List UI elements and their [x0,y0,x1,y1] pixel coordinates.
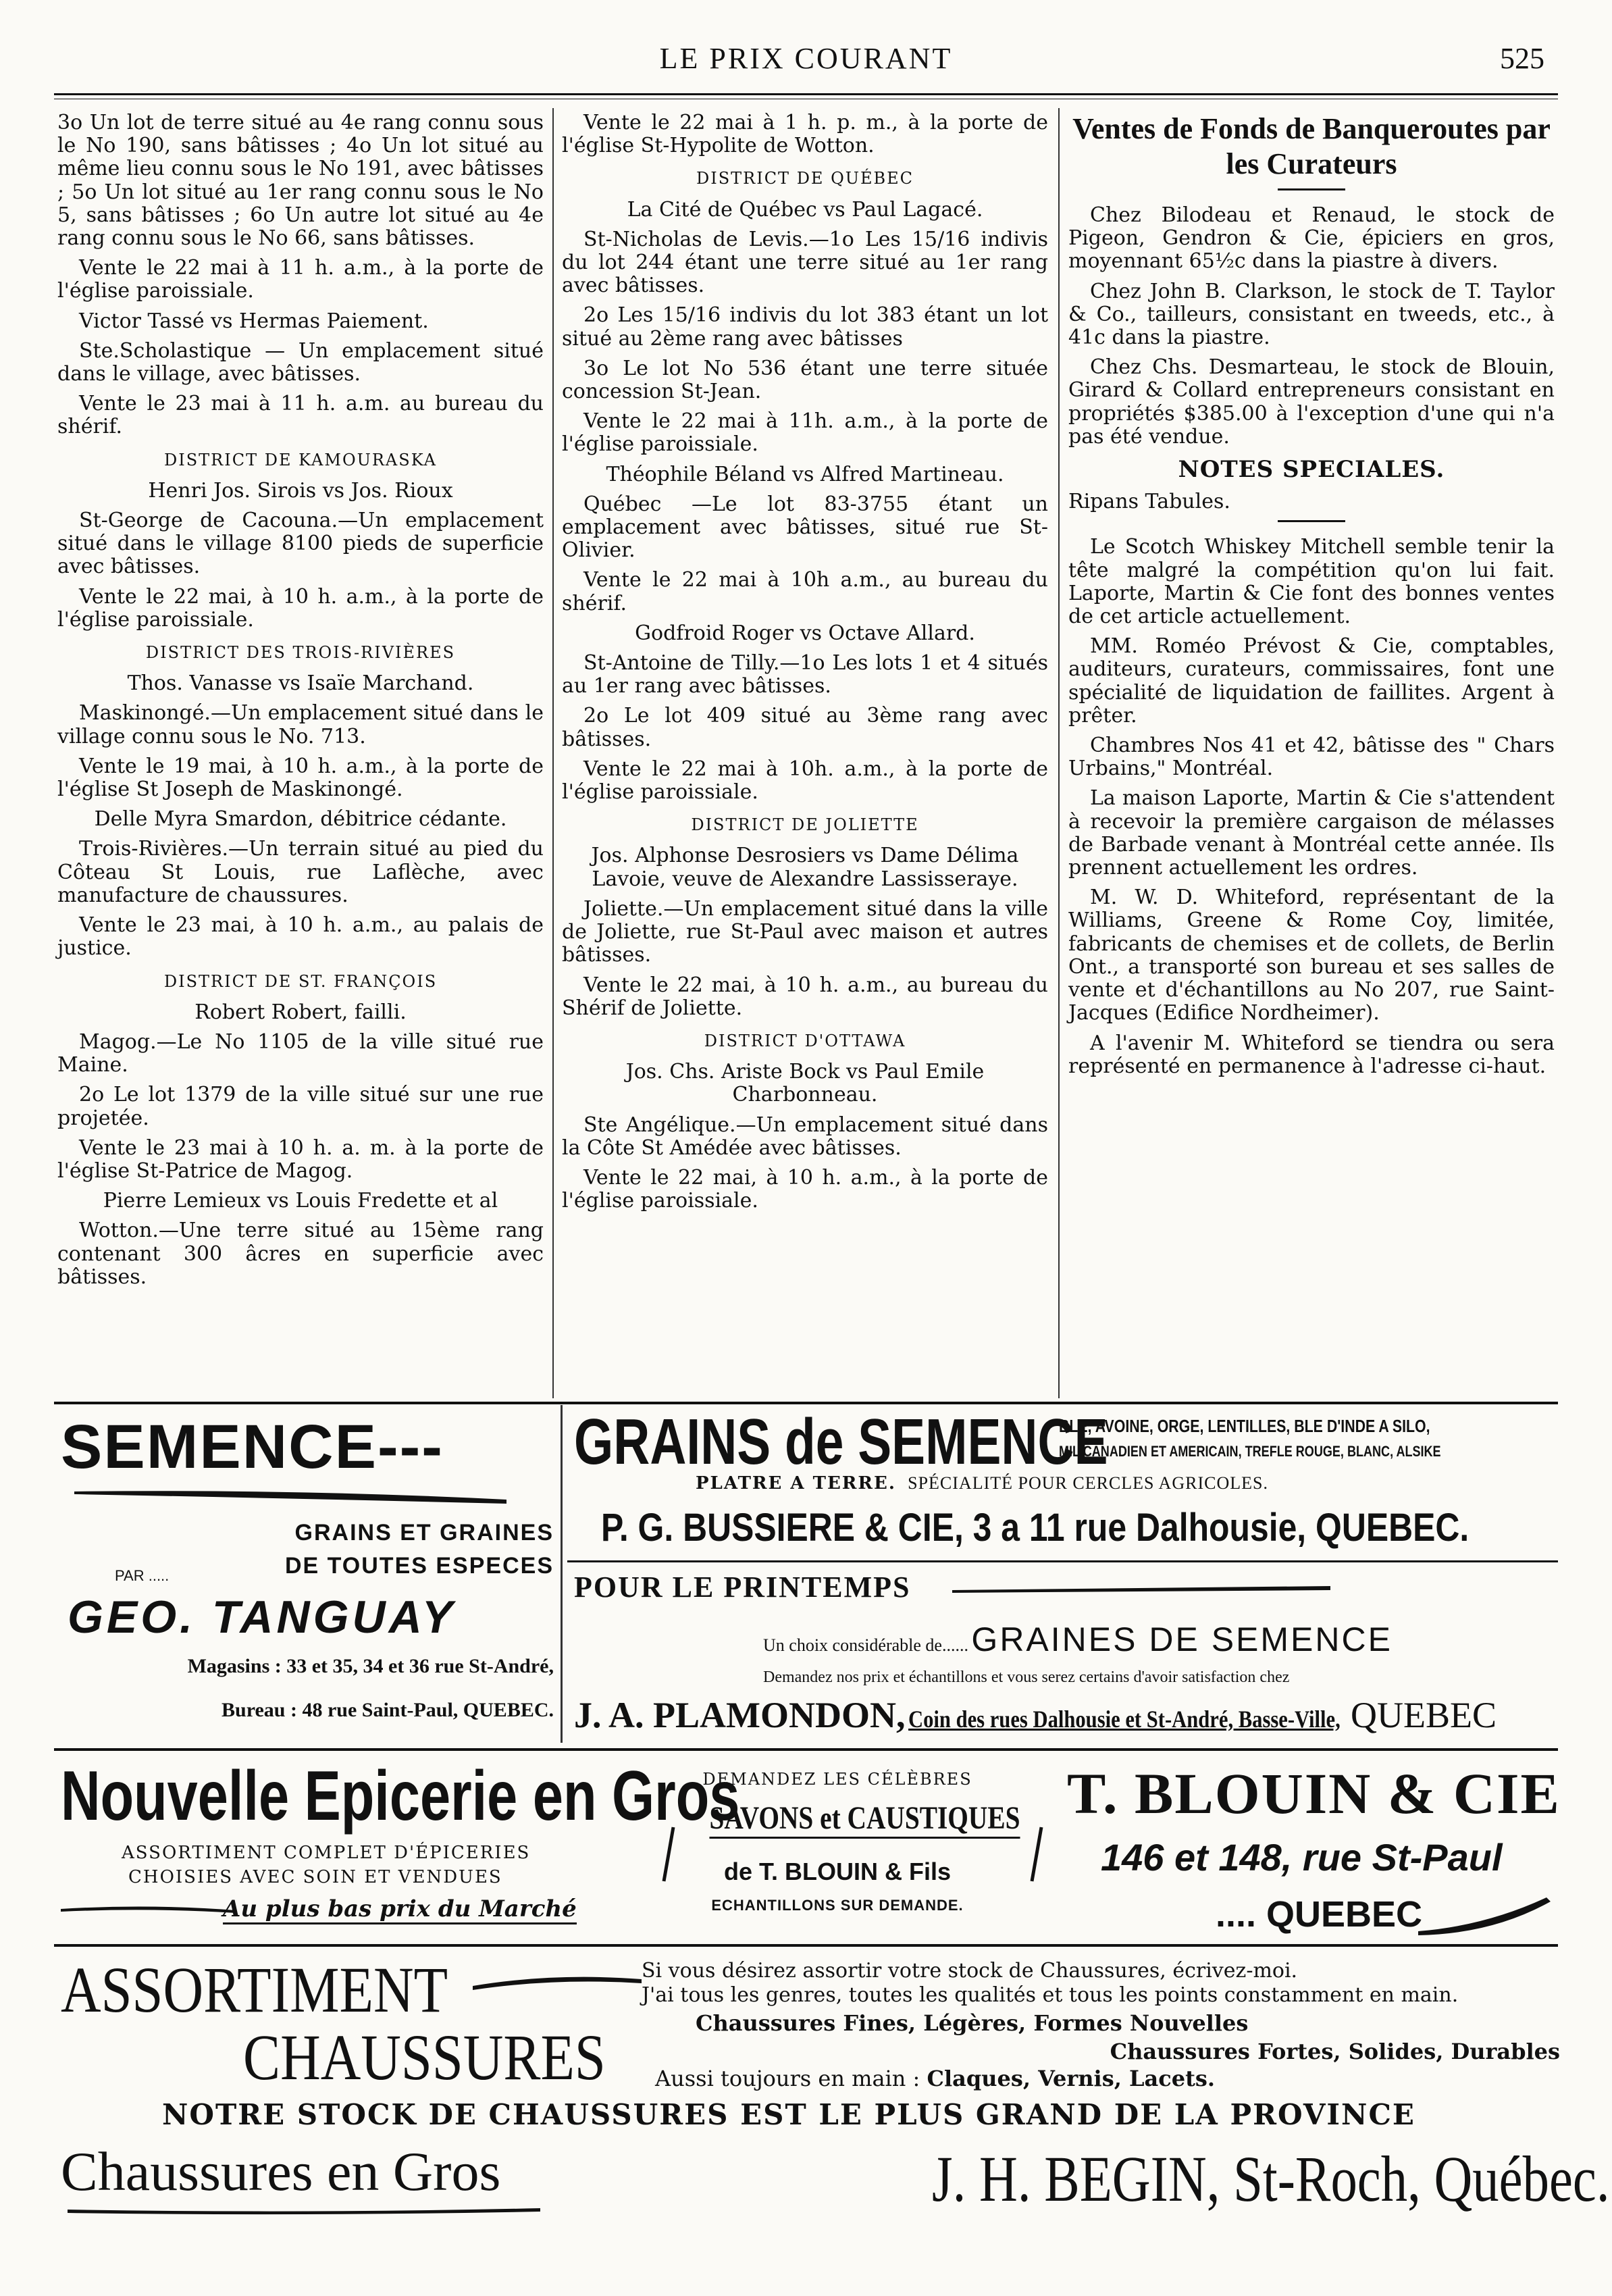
printemps-firm: J. A. PLAMONDON, [574,1695,906,1735]
epicerie-title: Nouvelle Epicerie en Gros [61,1757,740,1835]
blouin-ad [1054,1760,1561,1942]
paragraph: Trois-Rivières.—Un terrain situé au pied du Côteau St Louis, rue Laflèche, avec manufacture de chaussures. [57,837,544,907]
district-heading: DISTRICT DE QUÉBEC [696,169,914,188]
paragraph: Vente le 23 mai, à 10 h. a.m., au palais de justice. [57,913,544,961]
ads-rule [54,1748,1558,1751]
chaussures-t1: Si vous désirez assortir votre stock de Chaussures, écrivez-moi. [642,1959,1298,1983]
paragraph: Vente le 22 mai à 10h a.m., au bureau du shérif. [562,568,1048,615]
district-heading: DISTRICT DE KAMOURASKA [163,450,437,469]
printemps-title: POUR LE PRINTEMPS [574,1571,911,1604]
separator-dash [1278,188,1345,190]
paragraph: 2o Les 15/16 indivis du lot 383 étant un lot situé au 2ème rang avec bâtisses [562,303,1048,351]
paragraph: Vente le 22 mai à 11h. a.m., à la porte de l'église paroissiale. [562,409,1048,457]
grains-side2: MIL CANADIEN ET AMERICAIN, TREFLE ROUGE, BLANC, ALSIKE [1059,1443,1441,1460]
section-heading: NOTES SPECIALES. [1178,456,1445,484]
printemps-graines: GRAINES DE SEMENCE [971,1621,1393,1658]
paragraph: La maison Laporte, Martin & Cie s'attendent à recevoir la première cargaison de mélasses de Barbade venant à Montréal cette année. Ils prennent actuellement les ordres. [1068,786,1555,880]
swash-decoration [952,1585,1330,1598]
page-title: LE PRIX COURANT [659,42,953,75]
paragraph: St-Antoine de Tilly.—1o Les lots 1 et 4 situés au 1er rang avec bâtisses. [562,651,1048,698]
paragraph: Vente le 23 mai à 10 h. a. m. à la porte de l'église St-Patrice de Magog. [57,1136,544,1183]
case-title: Delle Myra Smardon, débitrice cédante. [94,807,507,832]
paragraph: Joliette.—Un emplacement situé dans la ville de Joliette, rue St-Paul avec maison et autres bâtisses. [562,896,1048,967]
printemps-ad [574,1567,1557,1743]
chaussures-t5a: Aussi toujours en main : [655,2066,920,2091]
savons-echant: ECHANTILLONS SUR DEMANDE. [711,1897,964,1914]
savons-demandez: DEMANDEZ LES CÉLÈBRES [702,1770,972,1789]
case-title: Henri Jos. Sirois vs Jos. Rioux [148,478,453,503]
blouin-city: .... QUEBEC [1216,1894,1423,1935]
paragraph: 2o Le lot 1379 de la ville situé sur une rue projetée. [57,1083,544,1130]
paragraph: Maskinongé.—Un emplacement situé dans le village connu sous le No. 713. [57,701,544,748]
semence-magasins: Magasins : 33 et 35, 34 et 36 rue St-André, [187,1655,554,1677]
savons-ad [675,1770,1020,1939]
paragraph: Chez John B. Clarkson, le stock de T. Taylor & Co., tailleurs, consistant en tweeds, etc., à 41c dans la piastre. [1068,279,1555,350]
chaussures-title: CHAUSSURES [243,2021,606,2093]
column-2 [562,111,1048,1219]
chaussures-t4: Chaussures Fortes, Solides, Durables [1110,2039,1560,2064]
savons-firm: de T. BLOUIN & Fils [723,1858,952,1885]
bracket-mark [1026,1824,1047,1885]
paragraph: 2o Le lot 409 situé au 3ème rang avec bâtisses. [562,704,1048,751]
epicerie-line3: Au plus bas prix du Marché [223,1895,577,1924]
paragraph: 3o Un lot de terre situé au 4e rang connu sous le No 190, sans bâtisses ; 4o Un lot situé au même lieu connu sous le No 191, avec bâtisses ; 5o Un lot situé au 1er rang connu sous le No 5, sans bâtisses ; 6o Un autre lot situé au 4e rang connu sous le No 66, sans bâtisses. [57,111,544,251]
grains-title: GRAINS de SEMENCE [574,1406,1108,1478]
case-title: Jos. Alphonse Desrosiers vs Dame Délima Lavoie, veuve de Alexandre Lassisseraye. [591,844,1019,891]
case-title: Robert Robert, failli. [194,1000,407,1024]
district-heading: DISTRICT DES TROIS-RIVIÈRES [145,643,456,663]
chaussures-t2: J'ai tous les genres, toutes les qualités et tous les points constamment en main. [642,1983,1459,2007]
case-title: Théophile Béland vs Alfred Martineau. [606,462,1004,486]
header-rule [54,93,1558,95]
case-title: Thos. Vanasse vs Isaïe Marchand. [127,671,474,696]
paragraph: Québec —Le lot 83-3755 étant un emplacement avec bâtisses, situé rue St-Olivier. [562,492,1048,563]
column-divider [1058,108,1060,1398]
blouin-title: T. BLOUIN & CIE [1067,1761,1561,1826]
paragraph: 3o Le lot No 536 étant une terre située concession St-Jean. [562,356,1048,404]
epicerie-line2: CHOISIES AVEC SOIN ET VENDUES [128,1867,502,1887]
paragraph: M. W. D. Whiteford, représentant de la Williams, Greene & Rome Coy, limitée, fabricants de chemises et de collets, de Berlin Ont., a transporté son bureau et ses salles de vente et d'échantillons au No 207, rue Saint-Jacques (Edifice Nordheimer). [1068,886,1555,1025]
column-3 [1068,111,1555,1085]
printemps-city: QUEBEC [1351,1695,1497,1735]
paragraph: Vente le 22 mai à 10h. a.m., à la porte de l'église paroissiale. [562,757,1048,805]
bracket-mark [658,1824,679,1885]
grains-specialite: SPÉCIALITÉ POUR CERCLES AGRICOLES. [908,1473,1268,1493]
paragraph: Vente le 22 mai à 11 h. a.m., à la porte de l'église paroissiale. [57,256,544,303]
column-divider [552,108,554,1398]
paragraph: Chez Chs. Desmarteau, le stock de Blouin, Girard & Collard entrepreneurs consistant en propriétés $385.00 à l'exception d'une qui n'a pas été vendue. [1068,355,1555,449]
chaussures-assort: ASSORTIMENT [61,1954,448,2026]
paragraph: MM. Roméo Prévost & Cie, comptables, auditeurs, curateurs, commissaires, font une spécialité de liquidation de faillites. Argent à prêter. [1068,634,1555,728]
grains-firm: P. G. BUSSIERE & CIE, 3 a 11 rue Dalhousie, QUEBEC. [601,1506,1470,1550]
paragraph: Vente le 22 mai à 1 h. p. m., à la porte de l'église St-Hypolite de Wotton. [562,111,1048,158]
printemps-choix: Un choix considérable de...... [763,1635,968,1655]
chaussures-t5b: Claques, Vernis, Lacets. [927,2066,1215,2091]
paragraph: St-Nicholas de Levis.—1o Les 15/16 indivis du lot 244 étant une terre situé au 1er rang avec bâtisses. [562,227,1048,298]
case-title: Pierre Lemieux vs Louis Fredette et al [103,1189,498,1213]
district-heading: DISTRICT DE ST. FRANÇOIS [163,971,438,991]
swash-decoration [68,2205,540,2219]
chaussures-begin: J. H. BEGIN, St-Roch, Québec. [932,2143,1610,2215]
paragraph: Ste.Scholastique — Un emplacement situé dans le village, avec bâtisses. [57,338,544,386]
paragraph: Vente le 19 mai, à 10 h. a.m., à la porte de l'église St Joseph de Maskinongé. [57,754,544,802]
grains-platre: PLATRE A TERRE. [696,1473,896,1494]
epicerie-line1: ASSORTIMENT COMPLET D'ÉPICERIES [122,1843,531,1863]
column-1 [57,111,544,1296]
semence-par: PAR ..... [115,1567,170,1584]
swash-decoration [74,1485,506,1505]
semence-bureau: Bureau : 48 rue Saint-Paul, QUEBEC. [222,1699,554,1721]
case-title: Godfroid Roger vs Octave Allard. [635,621,975,645]
paragraph: Ripans Tabules. [1068,490,1230,514]
paragraph: Wotton.—Une terre situé au 15ème rang contenant 300 âcres en superficie avec bâtisses. [57,1219,544,1289]
blouin-addr: 146 et 148, rue St-Paul [1101,1836,1503,1879]
swash-decoration [473,1966,648,1999]
district-heading: DISTRICT D'OTTAWA [704,1031,906,1050]
district-heading: DISTRICT DE JOLIETTE [691,815,919,835]
chaussures-gros: Chaussures en Gros [61,2141,501,2202]
case-title: Jos. Chs. Ariste Bock vs Paul Emile Charbonneau. [625,1060,985,1107]
paragraph: Le Scotch Whiskey Mitchell semble tenir la tête malgré la compétition qu'on lui fait. Laporte, Martin & Cie font des bonnes ventes de cet article actuellement. [1068,535,1555,629]
chaussures-ad [61,1952,1610,2270]
paragraph: Victor Tassé vs Hermas Paiement. [79,309,429,333]
semence-line1: GRAINS ET GRAINES [294,1520,554,1546]
grains-side1: BLE, AVOINE, ORGE, LENTILLES, BLE D'INDE A SILO, [1059,1416,1430,1436]
ad-rule [567,1560,1558,1562]
paragraph: Vente le 23 mai à 11 h. a.m. au bureau du shérif. [57,392,544,439]
separator-dash [1278,520,1345,522]
chaussures-stock: NOTRE STOCK DE CHAUSSURES EST LE PLUS GRAND DE LA PROVINCE [162,2098,1415,2131]
printemps-demandez: Demandez nos prix et échantillons et vous serez certains d'avoir satisfaction chez [763,1668,1290,1686]
ads-rule [54,1944,1558,1947]
paragraph: A l'avenir M. Whiteford se tiendra ou sera représenté en permanence à l'adresse ci-haut. [1068,1031,1555,1078]
page-number: 525 [1500,42,1544,75]
ads-top-rule [54,1402,1558,1404]
semence-line2: DE TOUTES ESPECES [284,1553,554,1579]
semence-name: GEO. TANGUAY [68,1591,457,1643]
printemps-coin: Coin des rues Dalhousie et St-André, Basse-Ville, [908,1706,1341,1733]
page-header [54,37,1558,78]
paragraph: Chambres Nos 41 et 42, bâtisse des " Chars Urbains," Montréal. [1068,734,1555,781]
grains-ad [574,1405,1557,1574]
paragraph: Chez Bilodeau et Renaud, le stock de Pigeon, Gendron & Cie, épiciers en gros, moyennant 65½c dans la piastre à divers. [1068,203,1555,274]
paragraph: Vente le 22 mai, à 10 h. a.m., à la porte de l'église paroissiale. [57,584,544,632]
swash-decoration [61,1898,236,1918]
paragraph: Magog.—Le No 1105 de la ville situé rue Maine. [57,1029,544,1077]
swash-decoration [1418,1892,1553,1939]
semence-title: SEMENCE--- [61,1412,444,1481]
paragraph: Vente le 22 mai, à 10 h. a.m., au bureau du Shérif de Joliette. [562,973,1048,1020]
semence-ad [61,1412,554,1743]
paragraph: Ste Angélique.—Un emplacement situé dans la Côte St Amédée avec bâtisses. [562,1113,1048,1160]
case-title: La Cité de Québec vs Paul Lagacé. [627,197,983,222]
paragraph: St-George de Cacouna.—Un emplacement situé dans le village 8100 pieds de superficie avec bâtisses. [57,509,544,579]
ad-divider [561,1405,563,1743]
paragraph: Vente le 22 mai, à 10 h. a.m., à la porte de l'église paroissiale. [562,1165,1048,1213]
savons-title: SAVONS et CAUSTIQUES [709,1800,1020,1839]
section-heading: Ventes de Fonds de Banqueroutes par les Curateurs [1072,112,1551,180]
epicerie-ad [61,1756,740,1939]
chaussures-t3: Chaussures Fines, Légères, Formes Nouvelles [696,2010,1249,2036]
